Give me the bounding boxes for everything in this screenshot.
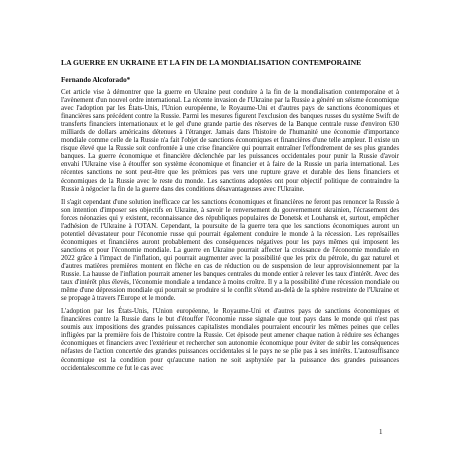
paragraph-1: Cet article vise à démontrer que la guerre en Ukraine peut conduire à la fin de la mondialisation contemporaine et à l'avènement d'un nouvel ordre international. La récente invasion de l'Ukraine par la Russie a généré un séisme économique avec l'adoption par les États-Unis, l'Union européenne, le Royaume-Uni et d'autres pays de sanctions économiques et financières sans précédent contre la Russie. Parmi les mesures figurent l'exclusion des banques russes du système Swift de transferts financiers internationaux et le gel d'une grande partie des réserves de la Banque centrale russe d'environ 630 milliards de dollars américains détenues à l'étranger. Jamais dans l'histoire de l'humanité une économie d'importance mondiale comme celle de la Russie n'a fait l'objet de sanctions économiques et financières d'une telle ampleur. Il existe un risque élevé que la Russie soit confrontée à une crise financière qui pourrait entraîner l'effondrement de ses plus grandes banques. La guerre économique et financière déclenchée par les puissances occidentales pour punir la Russie d'avoir envahi l'Ukraine vise à étouffer son système économique et financier et à faire de la Russie un paria international. Les récentes sanctions ne sont peut-être que les prémices pas vers une rupture grave et durable des liens financiers et économiques de la Russie avec le reste du monde. Les sanctions adoptées ont pour objectif politique de contraindre la Russie à négocier la fin de la guerre dans des conditions désavantageuses avec l'Ukraine. [61, 89, 399, 193]
paragraph-2: Il s'agit cependant d'une solution inefficace car les sanctions économiques et financières ne feront pas renoncer la Russie à son intention d'imposer ses objectifs en Ukraine, à savoir le renversement du gouvernement ukrainien, l'écrasement des forces néonazies qui y existent, reconnaissance des républiques populaires de Donetsk et Louhansk et, surtout, empêcher l'adhésion de l'Ukraine à l'OTAN. Cependant, la poursuite de la guerre tera que les sanctions économiques auront un potentiel dévastateur pour l'économie russe qui pourrait également conduire le monde à la récession. Les représailles économiques et financières auront probablement des conséquences négatives pour les pays mêmes qui imposent les sanctions et pour l'économie mondiale. La guerre en Ukraine pourrait affecter la croissance de l'économie mondiale en 2022 grâce à l'impact de l'inflation, qui pourrait augmenter avec la possibilité que les prix du pétrole, du gaz naturel et d'autres matières premières montent en flèche en cas de réduction ou de suspension de leur approvisionnement par la Russie. La hausse de l'inflation pourrait amener les banques centrales du monde entier à relever les taux d'intérêt. Avec des taux d'intérêt plus élevés, l'économie mondiale a tendance à moins croître. Il y a la possibilité d'une récession mondiale ou même d'une dépression mondiale qui pourrait se produire si le conflit s'étend au-delà de la sphère restreinte de l'Ukraine et se propage à travers l'Europe et le monde. [61, 198, 399, 303]
document-page [61, 58, 399, 378]
page-number: 1 [379, 428, 383, 436]
paragraph-3: L'adoption par les États-Unis, l'Union européenne, le Royaume-Uni et d'autres pays de sanctions économiques et financières contre la Russie dans le but d'étouffer l'économie russe signale que tout pays dans le monde qui n'est pas soumis aux impositions des grandes puissances capitalistes mondiales pourraient encourir les mêmes peines que celles infligées par la première fois de l'histoire contre la Russie. Cet épisode peut amener chaque nation à réduire ses échanges économiques et financiers avec l'extérieur et rechercher son autonomie économique pour éviter de subir les conséquences néfastes de l'action concertée des grandes puissances occidentales si le pays ne se plie pas à ses intérêts. L'autosuffisance économique est la condition pour qu'aucune nation ne soit asphyxiée par la puissance des grandes puissances occidentalescomme ce fut le cas avec [61, 308, 399, 372]
author-name: Fernando Alcoforado* [61, 76, 131, 84]
document-title: LA GUERRE EN UKRAINE ET LA FIN DE LA MONDIALISATION CONTEMPORAINE [61, 58, 362, 67]
